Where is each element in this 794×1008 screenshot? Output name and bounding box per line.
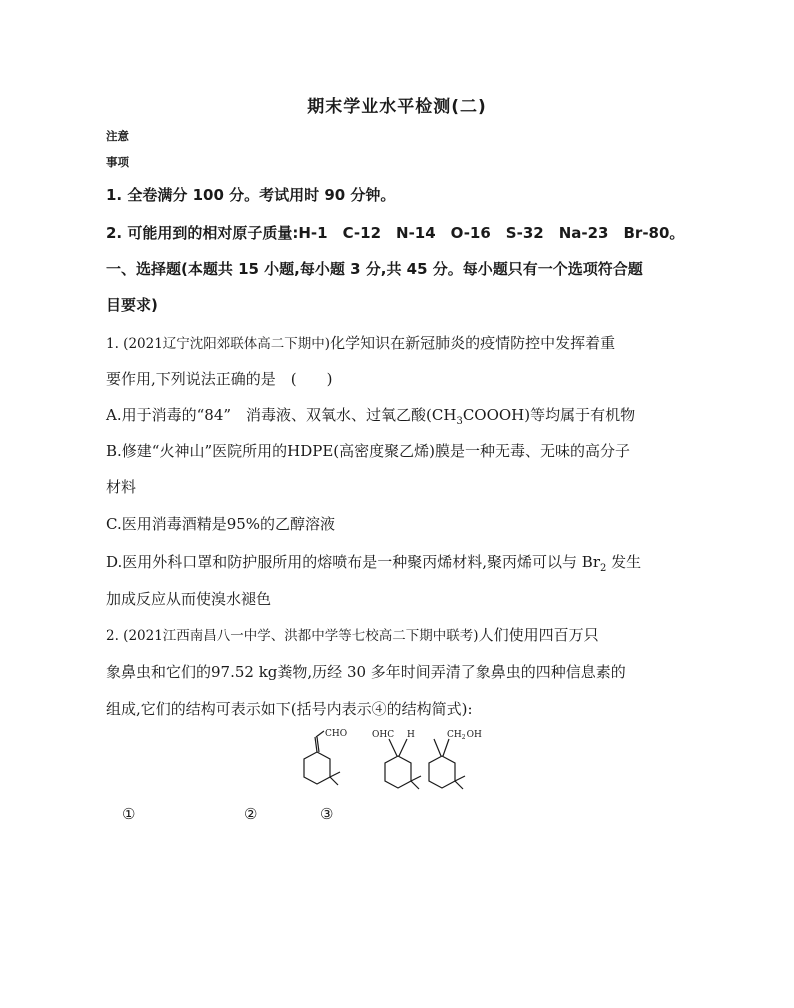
pheromone-structures — [290, 726, 500, 806]
structure-3-group-sub: 2 — [461, 734, 466, 741]
q1-option-d-text-2: 发生 — [606, 553, 642, 571]
structure-3-group-oh: OH — [466, 730, 482, 740]
structure-2-group-right: H — [407, 730, 415, 740]
notice-label-2: 事项 — [106, 155, 129, 169]
structure-3-group — [447, 730, 482, 741]
notice-item-1: 1. 全卷满分 100 分。考试用时 90 分钟。 — [106, 186, 396, 204]
structure-2-diagram — [385, 739, 421, 789]
q2-source: 2. (2021江西南昌八一中学、洪都中学等七校高二下期中联考) — [106, 628, 479, 644]
notice-label-1: 注意 — [106, 129, 129, 143]
q2-stem-text-1: 人们使用四百万只 — [478, 626, 599, 644]
q1-option-d-subscript: 2 — [600, 563, 607, 574]
q1-stem-text-1: 化学知识在新冠肺炎的疫情防控中发挥着重 — [330, 334, 616, 352]
structure-2-group-left: OHC — [372, 730, 395, 740]
q1-option-a-text: A.用于消毒的“84” 消毒液、双氧水、过氧乙酸(CH — [106, 406, 457, 424]
q1-option-b-line-2: 材料 — [106, 478, 137, 496]
q1-option-d-line-2: 加成反应从而使溴水褪色 — [106, 590, 272, 608]
q1-option-c: C.医用消毒酒精是95%的乙醇溶液 — [106, 515, 336, 533]
q2-stem-line-3: 组成,它们的结构可表示如下(括号内表示④的结构简式): — [106, 700, 473, 718]
structure-label-3: ③ — [320, 805, 334, 823]
q1-option-a-subscript: 3 — [456, 416, 463, 427]
structure-1-diagram — [304, 731, 340, 785]
notice-item-2: 2. 可能用到的相对原子质量:H-1 C-12 N-14 O-16 S-32 Na-23 Br-80。 — [106, 224, 685, 242]
q1-option-d-line-1 — [106, 551, 641, 574]
section-heading-line-2: 目要求) — [106, 296, 158, 314]
q1-option-b-line-1: B.修建“火神山”医院所用的HDPE(高密度聚乙烯)膜是一种无毒、无味的高分子 — [106, 442, 630, 460]
q1-option-d-text: D.医用外科口罩和防护服所用的熔喷布是一种聚丙烯材料,聚丙烯可以与 Br — [106, 553, 600, 571]
structure-label-2: ② — [244, 805, 258, 823]
q1-stem-line-2: 要作用,下列说法正确的是 ( ) — [106, 370, 333, 388]
section-heading-line-1: 一、选择题(本题共 15 小题,每小题 3 分,共 45 分。每小题只有一个选项符合题 — [106, 260, 643, 278]
q2-stem-line-1 — [106, 624, 599, 645]
q1-option-a-text-2: COOOH)等均属于有机物 — [462, 406, 636, 424]
structure-3-diagram — [429, 739, 465, 789]
structure-1-group: CHO — [325, 729, 348, 739]
q2-stem-line-2: 象鼻虫和它们的97.52 kg粪物,历经 30 多年时间弄清了象鼻虫的四种信息素的 — [106, 663, 626, 681]
q1-option-a — [106, 404, 635, 427]
structure-3-group-ch: CH — [447, 730, 462, 740]
q1-stem-line-1 — [106, 332, 615, 353]
q1-source: 1. (2021辽宁沈阳郊联体高二下期中) — [106, 336, 331, 352]
structure-label-1: ① — [122, 805, 136, 823]
page-title: 期末学业水平检测(二) — [307, 97, 487, 117]
